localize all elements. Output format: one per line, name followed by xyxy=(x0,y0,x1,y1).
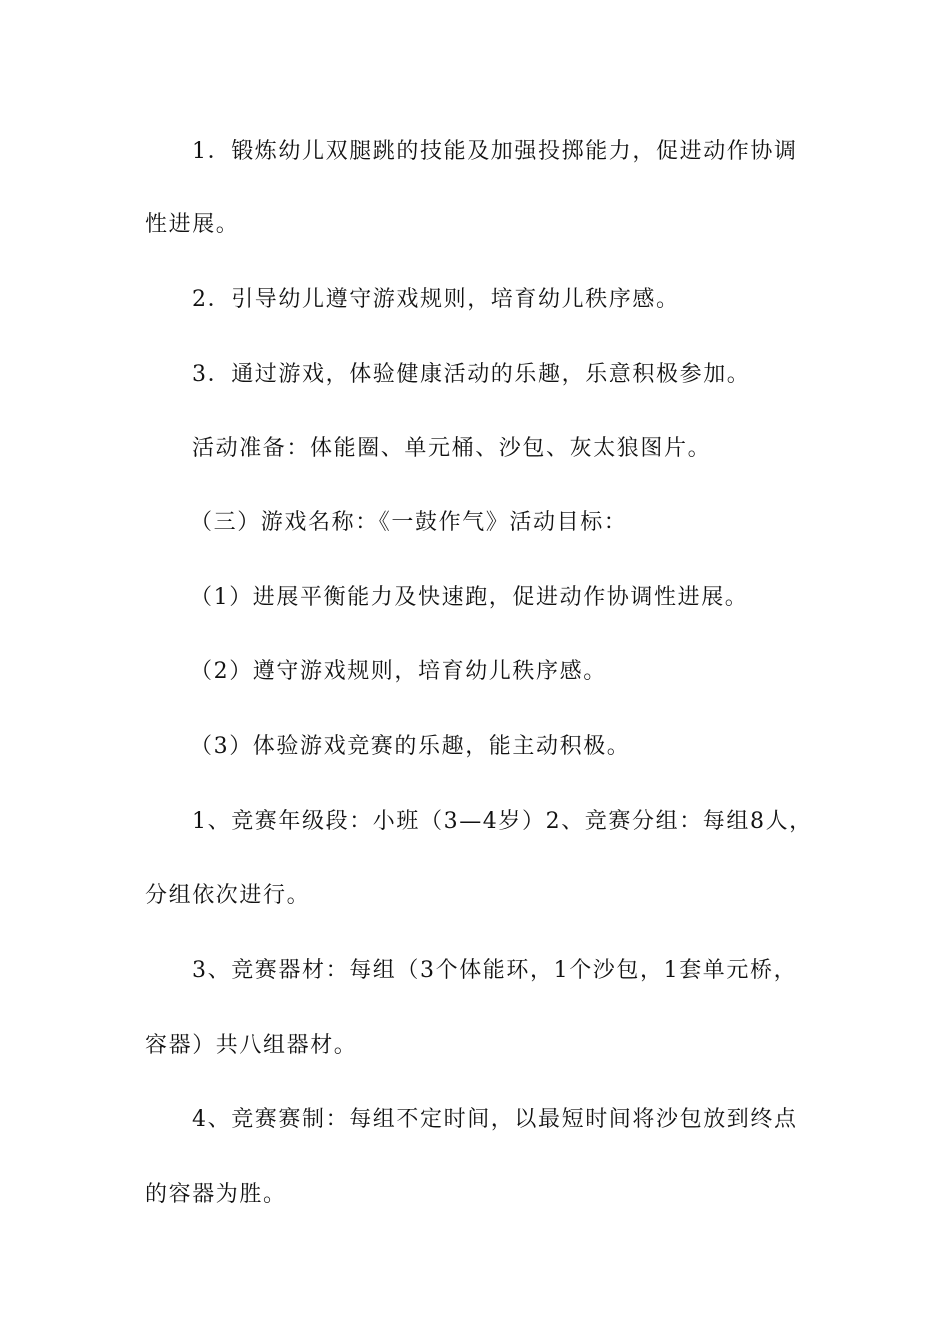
competition-rules-line-1: 4、竞赛赛制：每组不定时间，以最短时间将沙包放到终点 xyxy=(192,1107,798,1132)
goal-3: 3．通过游戏，体验健康活动的乐趣，乐意积极参加。 xyxy=(192,362,751,387)
competition-grade-and-groups-line-1: 1、竞赛年级段：小班（3—4岁）2、竞赛分组：每组8人， xyxy=(192,809,813,834)
competition-equipment-line-1: 3、竞赛器材：每组（3个体能环，1个沙包，1套单元桥， xyxy=(192,958,798,983)
activity-preparation: 活动准备：体能圈、单元桶、沙包、灰太狼图片。 xyxy=(192,436,712,461)
goal-2: 2．引导幼儿遵守游戏规则，培育幼儿秩序感。 xyxy=(192,287,680,312)
objective-2: （2）遵守游戏规则，培育幼儿秩序感。 xyxy=(190,659,607,684)
goal-1-line-1: 1．锻炼幼儿双腿跳的技能及加强投掷能力，促进动作协调 xyxy=(192,139,798,164)
goal-1-line-2: 性进展。 xyxy=(145,212,240,237)
game-title-heading: （三）游戏名称：《一鼓作气》活动目标： xyxy=(190,510,628,535)
competition-grade-and-groups-line-2: 分组依次进行。 xyxy=(145,883,311,908)
competition-equipment-line-2: 容器）共八组器材。 xyxy=(145,1033,358,1058)
objective-3: （3）体验游戏竞赛的乐趣，能主动积极。 xyxy=(190,734,631,759)
objective-1: （1）进展平衡能力及快速跑，促进动作协调性进展。 xyxy=(190,585,749,610)
competition-rules-line-2: 的容器为胜。 xyxy=(145,1182,287,1207)
